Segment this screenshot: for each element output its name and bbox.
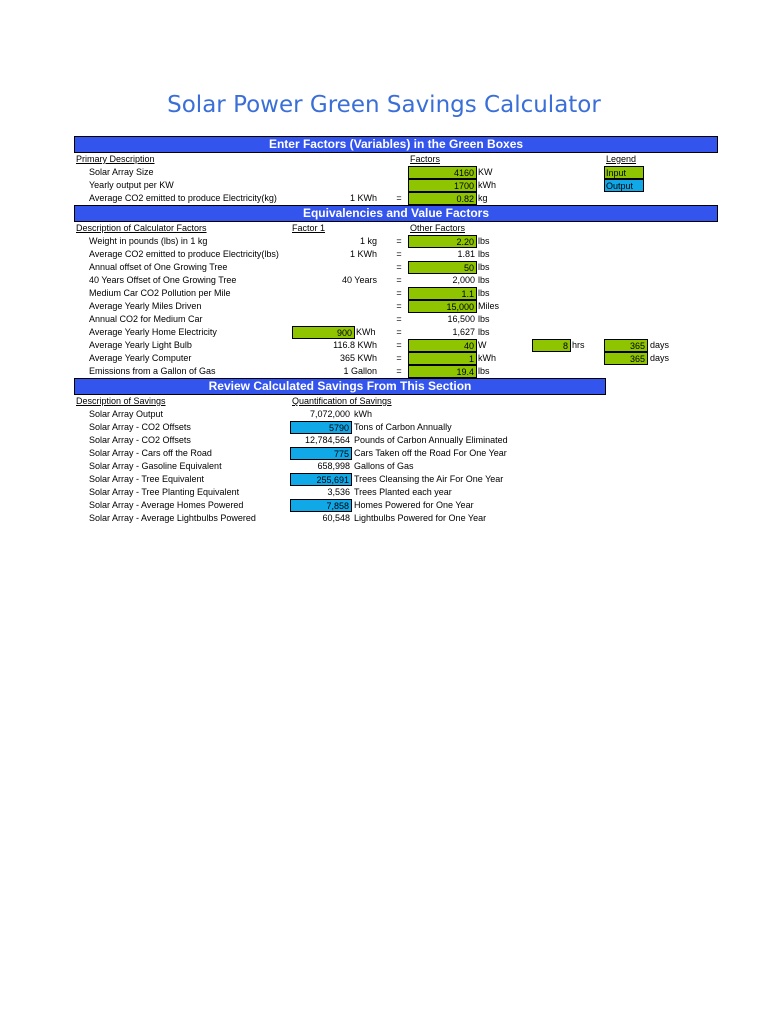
unit-label: days bbox=[650, 340, 670, 350]
col-factors: Factors bbox=[410, 154, 441, 164]
miles-driven-input[interactable]: 15,000 bbox=[408, 300, 477, 313]
savings-unit: Gallons of Gas bbox=[354, 461, 414, 471]
light-bulb-days-input[interactable]: 365 bbox=[604, 339, 648, 352]
row-label: Solar Array - Cars off the Road bbox=[89, 448, 212, 458]
equals-sign: = bbox=[396, 262, 402, 272]
savings-unit: Pounds of Carbon Annually Eliminated bbox=[354, 435, 508, 445]
row-label: Annual offset of One Growing Tree bbox=[89, 262, 228, 272]
kg-to-lbs-input[interactable]: 2.20 bbox=[408, 235, 477, 248]
table-row bbox=[74, 421, 718, 434]
calculated-value: 16,500 bbox=[447, 314, 475, 324]
row-label: Solar Array - Average Lightbulbs Powered bbox=[89, 513, 256, 523]
equals-sign: = bbox=[396, 193, 402, 203]
savings-value: 3,536 bbox=[327, 487, 350, 497]
table-row bbox=[74, 300, 718, 313]
row-label: Solar Array - Tree Planting Equivalent bbox=[89, 487, 240, 497]
unit-label: KW bbox=[478, 167, 493, 177]
unit-label: lbs bbox=[478, 249, 490, 259]
light-bulb-watts-input[interactable]: 40 bbox=[408, 339, 477, 352]
computer-kwh-input[interactable]: 1 bbox=[408, 352, 477, 365]
savings-value: 60,548 bbox=[322, 513, 350, 523]
table-row bbox=[74, 365, 718, 378]
table-row bbox=[74, 274, 718, 287]
row-label: Emissions from a Gallon of Gas bbox=[89, 366, 216, 376]
co2-tons-output: 5790 bbox=[290, 421, 352, 434]
unit-label: Miles bbox=[478, 301, 500, 311]
table-row bbox=[74, 179, 718, 192]
unit-label: KWh bbox=[356, 327, 376, 337]
row-label: Solar Array - Average Homes Powered bbox=[89, 500, 244, 510]
row-label: Average Yearly Light Bulb bbox=[89, 340, 192, 350]
col-factor1: Factor 1 bbox=[292, 223, 326, 233]
factor-value: 40 Years bbox=[341, 275, 377, 285]
factor-value: 1 Gallon bbox=[343, 366, 377, 376]
savings-unit: Tons of Carbon Annually bbox=[354, 422, 452, 432]
table-row bbox=[74, 261, 718, 274]
row-label: Average Yearly Home Electricity bbox=[89, 327, 217, 337]
savings-unit: Homes Powered for One Year bbox=[354, 500, 474, 510]
table-row bbox=[74, 313, 718, 326]
row-label: Solar Array Output bbox=[89, 409, 164, 419]
row-label: Annual CO2 for Medium Car bbox=[89, 314, 203, 324]
page-title: Solar Power Green Savings Calculator bbox=[167, 92, 601, 118]
table-row bbox=[74, 166, 718, 179]
table-row bbox=[74, 499, 718, 512]
savings-value: 7,072,000 bbox=[309, 409, 350, 419]
table-row bbox=[74, 512, 718, 525]
row-label: Average CO2 emitted to produce Electricity(lbs) bbox=[89, 249, 279, 259]
factor-value: 116.8 KWh bbox=[333, 340, 377, 350]
savings-value: 658,998 bbox=[317, 461, 350, 471]
tree-offset-input[interactable]: 50 bbox=[408, 261, 477, 274]
unit-label: kWh bbox=[478, 353, 496, 363]
section-header-factors: Enter Factors (Variables) in the Green Boxes bbox=[74, 136, 718, 153]
co2-kg-input[interactable]: 0.82 bbox=[408, 192, 477, 205]
unit-label: lbs bbox=[478, 275, 490, 285]
equals-sign: = bbox=[396, 249, 402, 259]
car-pollution-input[interactable]: 1.1 bbox=[408, 287, 477, 300]
homes-powered-output: 7,858 bbox=[290, 499, 352, 512]
table-row bbox=[74, 434, 718, 447]
row-label: Average Yearly Computer bbox=[89, 353, 192, 363]
unit-label: lbs bbox=[478, 288, 490, 298]
home-electricity-input[interactable]: 900 bbox=[292, 326, 355, 339]
equals-sign: = bbox=[396, 288, 402, 298]
calculator-sheet bbox=[74, 136, 718, 525]
savings-unit: Trees Planted each year bbox=[354, 487, 452, 497]
col-calculator-factors: Description of Calculator Factors bbox=[76, 223, 207, 233]
col-legend: Legend bbox=[606, 154, 637, 164]
calculated-value: 1,627 bbox=[452, 327, 475, 337]
table-row bbox=[74, 326, 718, 339]
table-row bbox=[74, 235, 718, 248]
unit-label: days bbox=[650, 353, 670, 363]
equals-sign: = bbox=[396, 353, 402, 363]
cars-off-road-output: 775 bbox=[290, 447, 352, 460]
row-label: Weight in pounds (lbs) in 1 kg bbox=[89, 236, 208, 246]
unit-label: lbs bbox=[478, 236, 490, 246]
row-label: 40 Years Offset of One Growing Tree bbox=[89, 275, 237, 285]
col-description-of-savings: Description of Savings bbox=[76, 396, 166, 406]
savings-unit: Lightbulbs Powered for One Year bbox=[354, 513, 487, 523]
calculated-value: 2,000 bbox=[452, 275, 475, 285]
section1-column-headers bbox=[74, 153, 718, 166]
section3-column-headers bbox=[74, 395, 718, 408]
computer-days-input[interactable]: 365 bbox=[604, 352, 648, 365]
col-other-factors: Other Factors bbox=[410, 223, 466, 233]
tree-equivalent-output: 255,691 bbox=[290, 473, 352, 486]
equals-sign: = bbox=[396, 340, 402, 350]
equals-sign: = bbox=[396, 314, 402, 324]
equals-sign: = bbox=[396, 327, 402, 337]
factor-value: 365 KWh bbox=[339, 353, 377, 363]
table-row bbox=[74, 287, 718, 300]
unit-label: kWh bbox=[478, 180, 496, 190]
table-row bbox=[74, 408, 718, 421]
table-row bbox=[74, 460, 718, 473]
equals-sign: = bbox=[396, 366, 402, 376]
factor-value: 1 kg bbox=[359, 236, 377, 246]
row-label: Solar Array - CO2 Offsets bbox=[89, 435, 191, 445]
table-row bbox=[74, 248, 718, 261]
yearly-output-input[interactable]: 1700 bbox=[408, 179, 477, 192]
table-row bbox=[74, 447, 718, 460]
light-bulb-hours-input[interactable]: 8 bbox=[532, 339, 571, 352]
factor-value: 1 KWh bbox=[349, 193, 377, 203]
unit-label: kg bbox=[478, 193, 488, 203]
calculated-value: 1.81 bbox=[457, 249, 475, 259]
row-label: Solar Array - Gasoline Equivalent bbox=[89, 461, 222, 471]
unit-label: lbs bbox=[478, 327, 490, 337]
table-row bbox=[74, 192, 718, 205]
row-label: Yearly output per KW bbox=[89, 180, 174, 190]
row-label: Solar Array Size bbox=[89, 167, 154, 177]
equals-sign: = bbox=[396, 275, 402, 285]
table-row bbox=[74, 486, 718, 499]
section-header-equivalencies: Equivalencies and Value Factors bbox=[74, 205, 718, 222]
savings-unit: kWh bbox=[354, 409, 372, 419]
row-label: Average CO2 emitted to produce Electricity(kg) bbox=[89, 193, 277, 203]
legend-output-swatch: Output bbox=[604, 179, 644, 192]
section2-column-headers bbox=[74, 222, 718, 235]
row-label: Solar Array - CO2 Offsets bbox=[89, 422, 191, 432]
col-quantification: Quantification of Savings bbox=[292, 396, 392, 406]
legend-input-swatch: Input bbox=[604, 166, 644, 179]
row-label: Solar Array - Tree Equivalent bbox=[89, 474, 205, 484]
unit-label: lbs bbox=[478, 366, 490, 376]
col-primary-description: Primary Description bbox=[76, 154, 155, 164]
factor-value: 1 KWh bbox=[349, 249, 377, 259]
savings-unit: Cars Taken off the Road For One Year bbox=[354, 448, 507, 458]
unit-label: lbs bbox=[478, 262, 490, 272]
unit-label: W bbox=[478, 340, 487, 350]
unit-label: lbs bbox=[478, 314, 490, 324]
equals-sign: = bbox=[396, 301, 402, 311]
table-row bbox=[74, 352, 718, 365]
equals-sign: = bbox=[396, 236, 402, 246]
row-label: Average Yearly Miles Driven bbox=[89, 301, 202, 311]
unit-label: hrs bbox=[572, 340, 585, 350]
savings-unit: Trees Cleansing the Air For One Year bbox=[354, 474, 504, 484]
table-row bbox=[74, 339, 718, 352]
row-label: Medium Car CO2 Pollution per Mile bbox=[89, 288, 231, 298]
solar-array-size-input[interactable]: 4160 bbox=[408, 166, 477, 179]
section-header-savings: Review Calculated Savings From This Section bbox=[74, 378, 606, 395]
savings-value: 12,784,564 bbox=[304, 435, 350, 445]
gas-emissions-input[interactable]: 19.4 bbox=[408, 365, 477, 378]
table-row bbox=[74, 473, 718, 486]
